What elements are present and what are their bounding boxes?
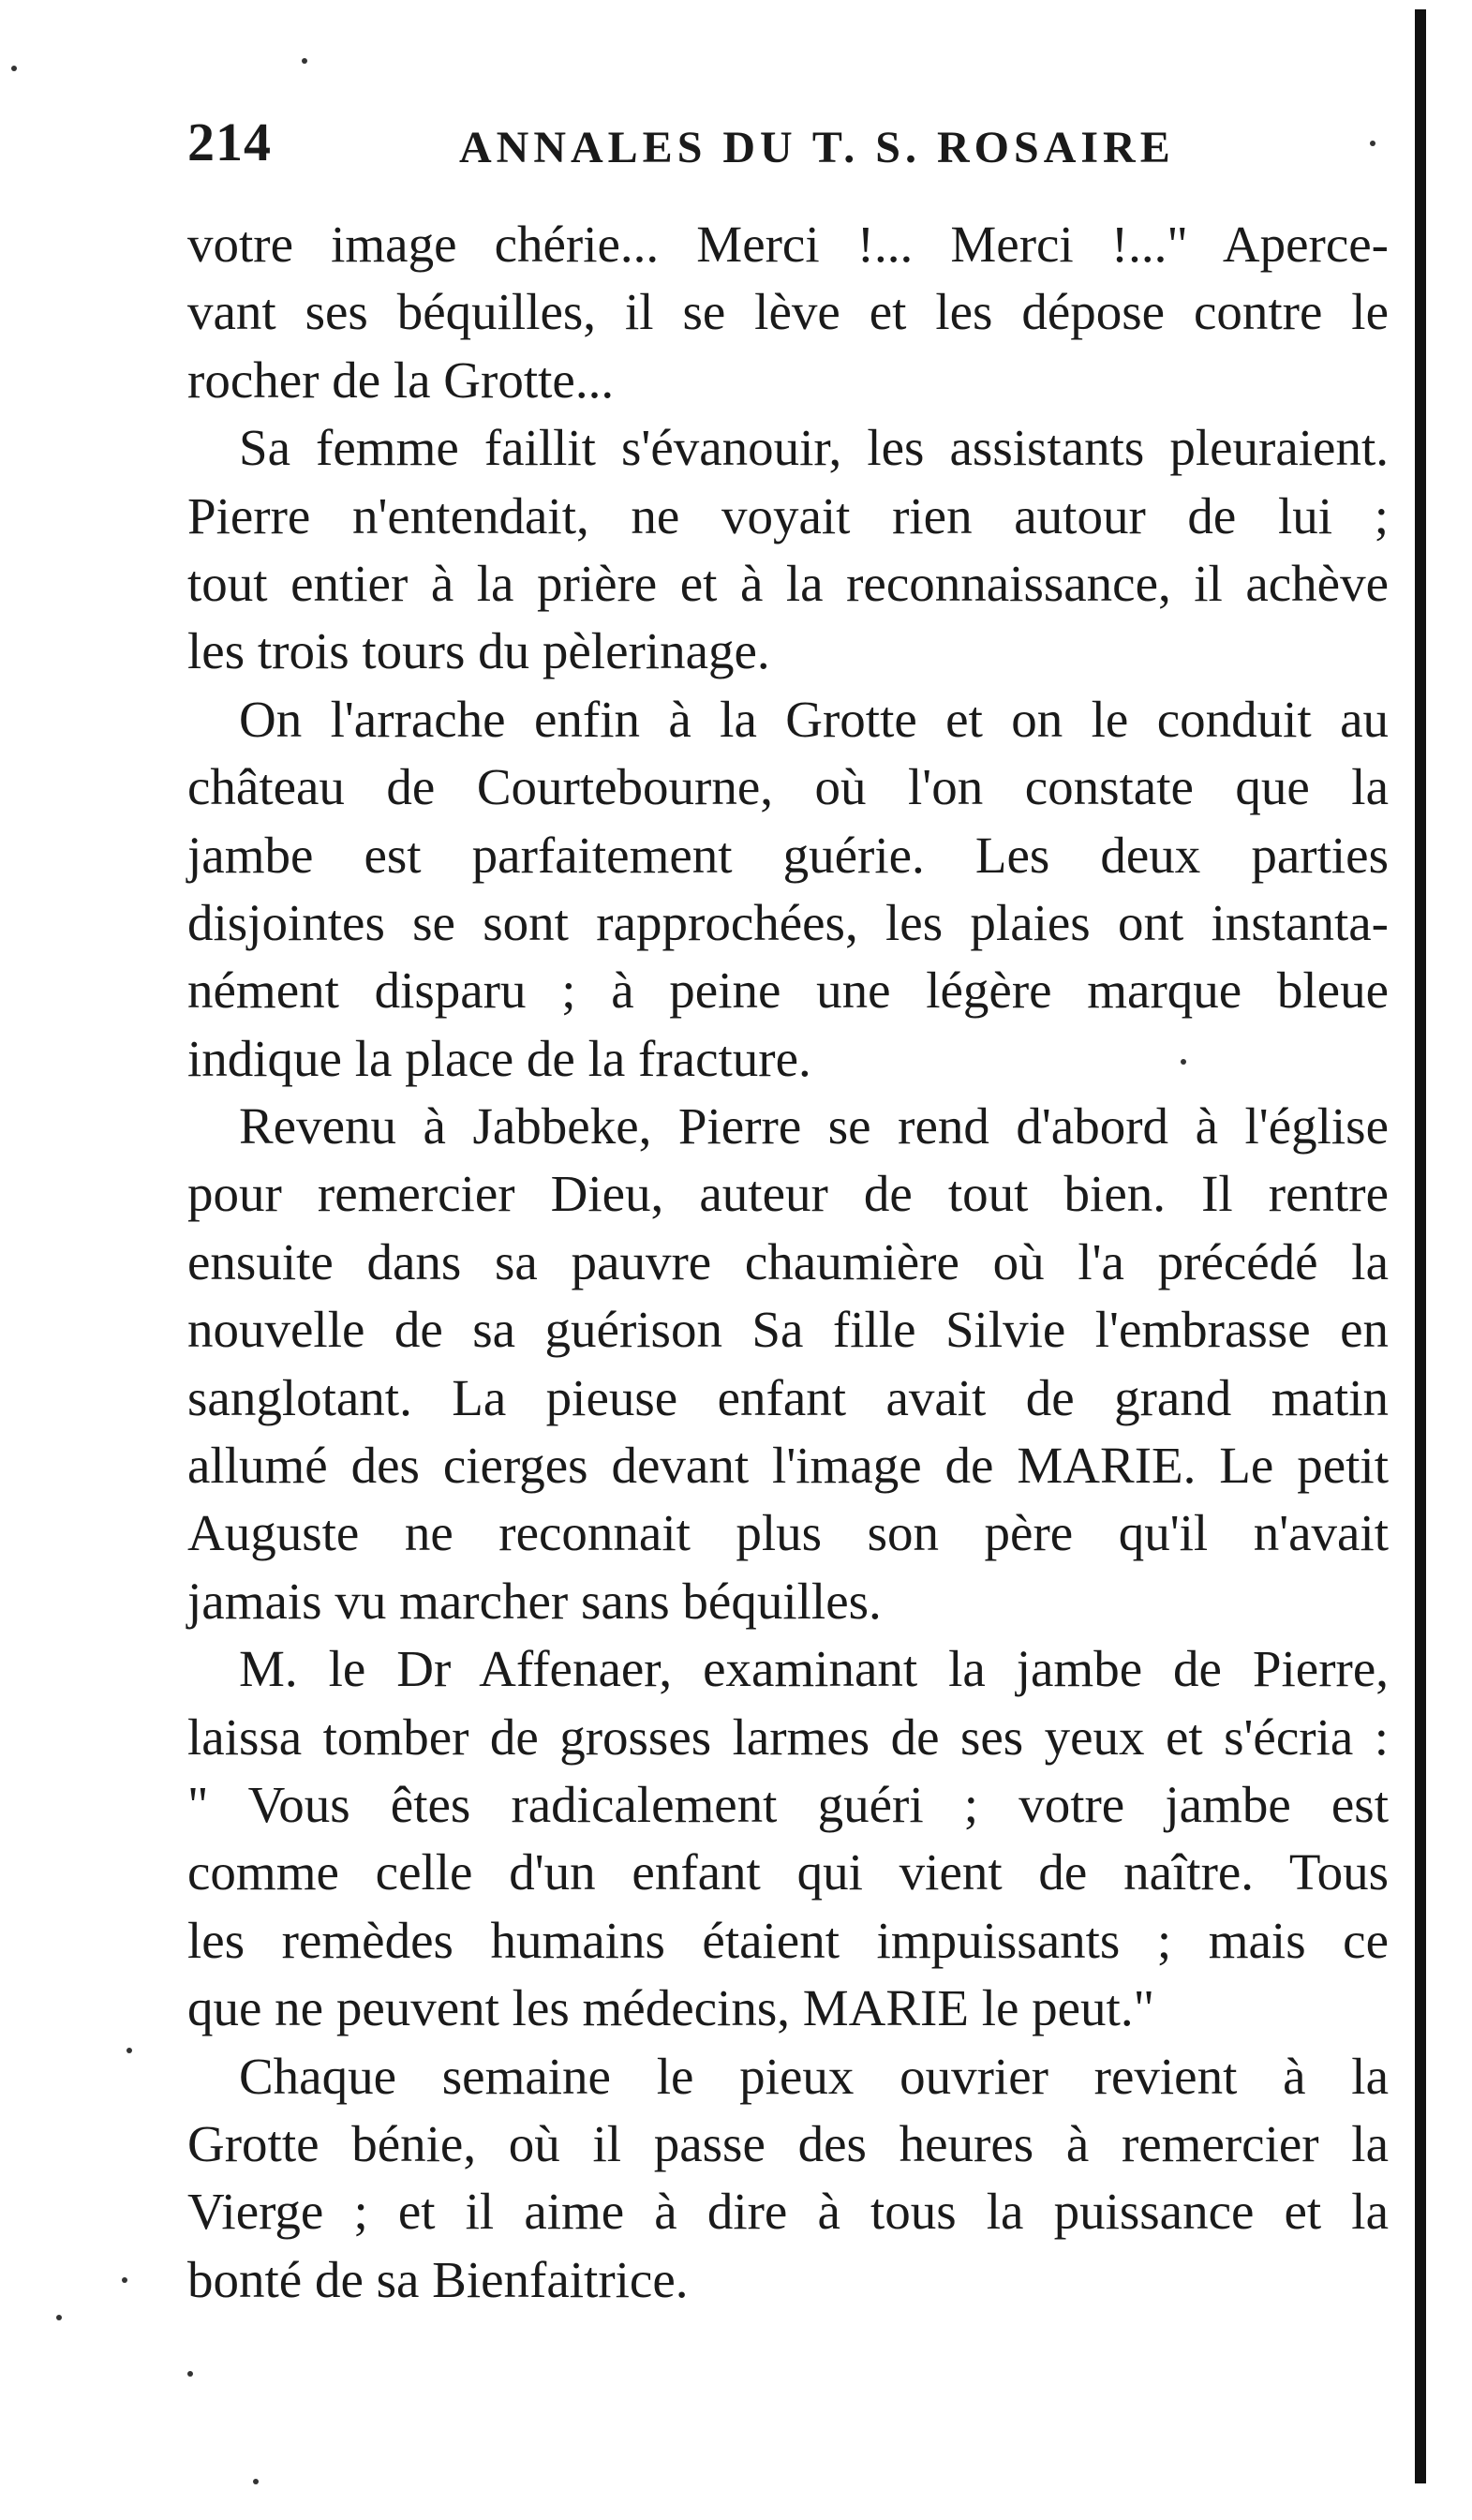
body-text xyxy=(187,211,1389,2314)
scan-speck xyxy=(1370,141,1375,146)
scan-speck xyxy=(302,58,307,64)
scan-speck xyxy=(253,2479,259,2484)
scan-speck xyxy=(1181,1059,1186,1065)
text-line: Revenu à Jabbeke, Pierre se rend d'abord à l'église xyxy=(239,1097,1389,1156)
page-edge-rule xyxy=(1415,9,1426,2483)
text-line: comme celle d'un enfant qui vient de naître. Tous xyxy=(187,1843,1389,1901)
text-line: sanglotant. La pieuse enfant avait de grand matin xyxy=(187,1368,1389,1426)
text-line: rocher de la Grotte... xyxy=(187,350,615,409)
text-line: bonté de sa Bienfaitrice. xyxy=(187,2250,689,2308)
text-line: les remèdes humains étaient impuissants ; mais ce xyxy=(187,1911,1389,1969)
scan-speck xyxy=(187,2371,193,2377)
text-line: nément disparu ; à peine une légère marque bleue xyxy=(187,962,1389,1020)
text-line: disjointes se sont rapprochées, les plaies ont instanta- xyxy=(187,893,1389,951)
text-line: jambe est parfaitement guérie. Les deux parties xyxy=(187,826,1389,884)
text-line: vant ses béquilles, il se lève et les dépose contre le xyxy=(187,283,1389,341)
text-line: On l'arrache enfin à la Grotte et on le conduit au xyxy=(239,690,1389,748)
text-line: indique la place de la fracture. xyxy=(187,1029,811,1087)
text-line: M. le Dr Affenaer, examinant la jambe de Pierre, xyxy=(239,1640,1389,1698)
text-line: ensuite dans sa pauvre chaumière où l'a précédé la xyxy=(187,1232,1389,1290)
scan-speck xyxy=(126,2048,132,2053)
text-line: château de Courtebourne, où l'on constate que la xyxy=(187,758,1389,816)
text-line: allumé des cierges devant l'image de MARIE. Le petit xyxy=(187,1437,1389,1495)
text-line: Chaque semaine le pieux ouvrier revient à la xyxy=(239,2047,1389,2105)
text-line: Pierre n'entendait, ne voyait rien autour de lui ; xyxy=(187,486,1389,544)
running-title: ANNALES DU T. S. ROSAIRE xyxy=(459,123,1175,172)
text-line: que ne peuvent les médecins, MARIE le peut." xyxy=(187,1979,1155,2037)
text-line: les trois tours du pèlerinage. xyxy=(187,622,770,680)
text-line: Auguste ne reconnait plus son père qu'il n'avait xyxy=(187,1504,1389,1562)
scan-speck xyxy=(11,66,17,71)
page-number: 214 xyxy=(187,112,272,172)
text-line: laissa tomber de grosses larmes de ses yeux et s'écria : xyxy=(187,1707,1389,1766)
text-line: tout entier à la prière et à la reconnaissance, il achève xyxy=(187,554,1389,612)
text-line: Grotte bénie, où il passe des heures à remercier la xyxy=(187,2114,1389,2172)
text-line: pour remercier Dieu, auteur de tout bien. Il rentre xyxy=(187,1165,1389,1223)
scan-speck xyxy=(122,2277,127,2283)
scan-speck xyxy=(56,2315,62,2320)
text-line: Sa femme faillit s'évanouir, les assistants pleuraient. xyxy=(239,419,1389,477)
page-header xyxy=(187,111,1396,186)
text-line: votre image chérie... Merci !... Merci !..." Aperce- xyxy=(187,216,1389,273)
text-line: jamais vu marcher sans béquilles. xyxy=(187,1572,882,1630)
text-line: nouvelle de sa guérison Sa fille Silvie l'embrasse en xyxy=(187,1301,1389,1359)
text-line: " Vous êtes radicalement guéri ; votre jambe est xyxy=(187,1775,1389,1833)
text-line: Vierge ; et il aime à dire à tous la puissance et la xyxy=(187,2183,1389,2241)
